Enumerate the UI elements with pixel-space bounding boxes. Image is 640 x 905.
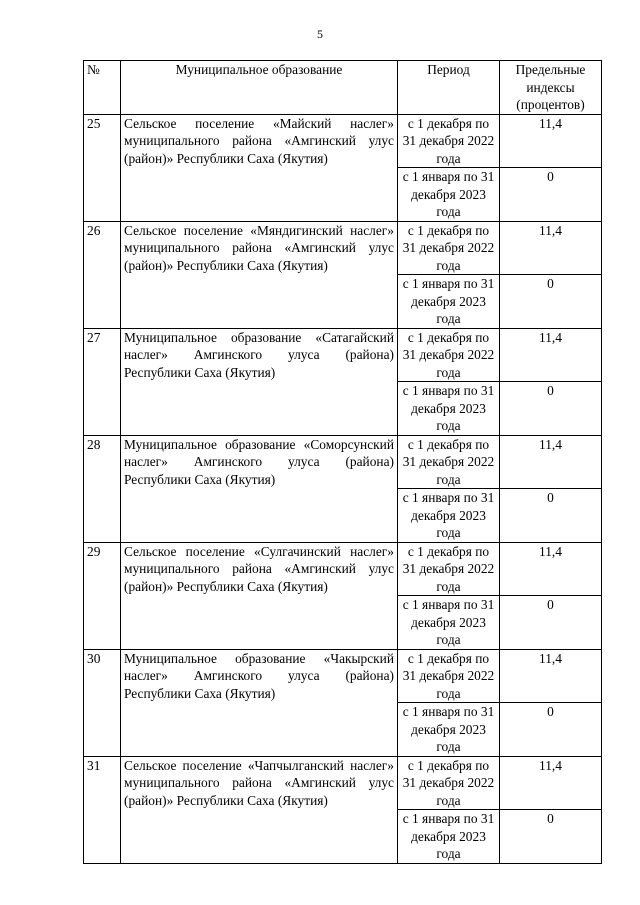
municipality-name: Сельское поселение «Чапчылганский наслег» муниципального района «Амгинский улус (район)» Республики Саха (Якутия) — [121, 756, 398, 863]
period-cell: с 1 декабря по 31 декабря 2022 года — [398, 114, 500, 168]
index-cell: 11,4 — [500, 649, 602, 703]
header-number: № — [84, 61, 121, 115]
row-number: 31 — [84, 756, 121, 863]
table-row — [84, 221, 602, 275]
row-number: 25 — [84, 114, 121, 221]
period-cell: с 1 января по 31 декабря 2023 года — [398, 596, 500, 650]
period-cell: с 1 января по 31 декабря 2023 года — [398, 703, 500, 757]
table-row — [84, 542, 602, 596]
header-period: Период — [398, 61, 500, 115]
index-cell: 0 — [500, 168, 602, 222]
index-cell: 0 — [500, 703, 602, 757]
header-index: Предельные индексы (процентов) — [500, 61, 602, 115]
index-cell: 11,4 — [500, 756, 602, 810]
municipality-name: Сельское поселение «Майский наслег» муниципального района «Амгинский улус (район)» Республики Саха (Якутия) — [121, 114, 398, 221]
row-number: 27 — [84, 328, 121, 435]
index-cell: 11,4 — [500, 328, 602, 382]
table-row — [84, 649, 602, 703]
period-cell: с 1 декабря по 31 декабря 2022 года — [398, 435, 500, 489]
municipality-name: Муниципальное образование «Сатагайский наслег» Амгинского улуса (района) Республики Саха (Якутия) — [121, 328, 398, 435]
period-cell: с 1 декабря по 31 декабря 2022 года — [398, 756, 500, 810]
row-number: 30 — [84, 649, 121, 756]
indices-table — [83, 60, 602, 864]
period-cell: с 1 декабря по 31 декабря 2022 года — [398, 328, 500, 382]
table-row — [84, 328, 602, 382]
period-cell: с 1 января по 31 декабря 2023 года — [398, 810, 500, 864]
header-municipality: Муниципальное образование — [121, 61, 398, 115]
period-cell: с 1 декабря по 31 декабря 2022 года — [398, 649, 500, 703]
table-row — [84, 114, 602, 168]
index-cell: 0 — [500, 275, 602, 329]
municipality-name: Муниципальное образование «Соморсунский наслег» Амгинского улуса (района) Республики Саха (Якутия) — [121, 435, 398, 542]
period-cell: с 1 января по 31 декабря 2023 года — [398, 489, 500, 543]
period-cell: с 1 января по 31 декабря 2023 года — [398, 168, 500, 222]
table-header-row — [84, 61, 602, 115]
municipality-name: Муниципальное образование «Чакырский наслег» Амгинского улуса (района) Республики Саха (Якутия) — [121, 649, 398, 756]
municipality-name: Сельское поселение «Мяндигинский наслег» муниципального района «Амгинский улус (район)» Республики Саха (Якутия) — [121, 221, 398, 328]
period-cell: с 1 декабря по 31 декабря 2022 года — [398, 221, 500, 275]
row-number: 29 — [84, 542, 121, 649]
row-number: 26 — [84, 221, 121, 328]
index-cell: 11,4 — [500, 435, 602, 489]
page-number: 5 — [317, 27, 323, 41]
index-cell: 11,4 — [500, 542, 602, 596]
table-row — [84, 435, 602, 489]
period-cell: с 1 декабря по 31 декабря 2022 года — [398, 542, 500, 596]
index-cell: 0 — [500, 810, 602, 864]
table-row — [84, 756, 602, 810]
index-cell: 11,4 — [500, 221, 602, 275]
index-cell: 11,4 — [500, 114, 602, 168]
row-number: 28 — [84, 435, 121, 542]
index-cell: 0 — [500, 596, 602, 650]
index-cell: 0 — [500, 382, 602, 436]
period-cell: с 1 января по 31 декабря 2023 года — [398, 275, 500, 329]
index-cell: 0 — [500, 489, 602, 543]
table-body — [84, 114, 602, 863]
period-cell: с 1 января по 31 декабря 2023 года — [398, 382, 500, 436]
municipality-name: Сельское поселение «Сулгачинский наслег» муниципального района «Амгинский улус (район)» Республики Саха (Якутия) — [121, 542, 398, 649]
